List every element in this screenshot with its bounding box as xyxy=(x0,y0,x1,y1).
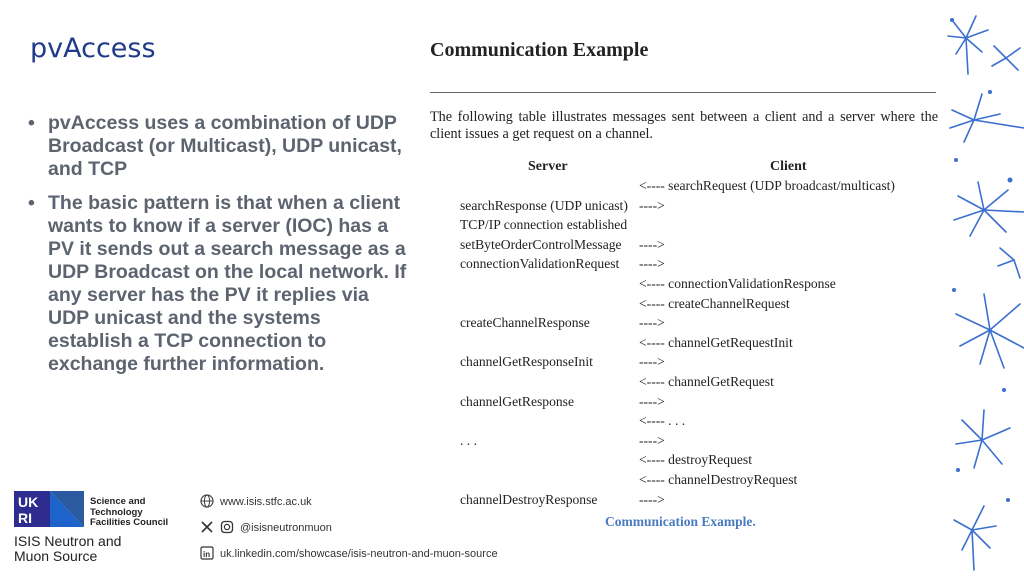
client-message: ----> xyxy=(639,354,665,370)
bullet-list xyxy=(28,112,408,387)
message-row xyxy=(460,333,920,353)
message-row xyxy=(460,215,920,235)
client-message: ----> xyxy=(639,315,665,331)
client-column-header: Client xyxy=(770,159,807,174)
client-message: <---- channelGetRequest xyxy=(639,373,774,389)
website-link[interactable] xyxy=(200,494,312,508)
social-handle: @isisneutronmuon xyxy=(240,522,332,534)
council-name xyxy=(90,497,168,529)
svg-text:RI: RI xyxy=(18,510,32,526)
document-divider xyxy=(430,92,936,93)
bullet-item: • pvAccess uses a combination of UDP Broadcast (or Multicast), UDP unicast, and TCP xyxy=(28,112,402,180)
client-message: <---- channelGetRequestInit xyxy=(639,334,793,350)
server-message: . . . xyxy=(460,432,477,448)
server-message: setByteOrderControlMessage xyxy=(460,236,622,252)
message-row xyxy=(460,470,920,490)
server-column-header: Server xyxy=(528,159,568,174)
server-message: channelDestroyResponse xyxy=(460,491,598,507)
server-message: createChannelResponse xyxy=(460,315,590,331)
message-row xyxy=(460,352,920,372)
bullet-text: The basic pattern is that when a client wants to know if a server (IOC) has a PV it sends out a search message as a UDP Broadcast on the local network. If any server has the PV it replies via UDP unicast and the systems establish a TCP connection to exchange further information. xyxy=(48,192,407,375)
client-message: <---- . . . xyxy=(639,413,686,429)
decorative-starburst-pattern xyxy=(944,0,1024,576)
client-message: ----> xyxy=(639,393,665,409)
message-row xyxy=(460,235,920,255)
client-message: ----> xyxy=(639,432,665,448)
client-message: ----> xyxy=(639,236,665,252)
client-message: <---- searchRequest (UDP broadcast/multicast) xyxy=(639,178,895,193)
social-link[interactable] xyxy=(200,520,332,534)
organization-name xyxy=(14,534,121,564)
client-message: <---- createChannelRequest xyxy=(639,295,790,311)
globe-icon xyxy=(200,494,214,508)
client-message: ----> xyxy=(639,256,665,272)
council-line: Technology xyxy=(90,506,143,518)
linkedin-link[interactable] xyxy=(200,546,498,560)
ukri-logo xyxy=(14,491,84,527)
bullet-text: pvAccess uses a combination of UDP Broadcast (or Multicast), UDP unicast, and TCP xyxy=(48,112,402,180)
client-message: <---- channelDestroyRequest xyxy=(639,471,798,487)
slide-title: pvAccess xyxy=(30,33,156,64)
message-row xyxy=(460,294,920,314)
message-row xyxy=(460,490,920,510)
council-line: Science and xyxy=(90,496,146,507)
council-line: Facilities Council xyxy=(90,517,169,528)
client-message: ----> xyxy=(639,491,665,507)
message-row xyxy=(460,196,920,216)
message-row xyxy=(460,274,920,294)
server-message: channelGetResponse xyxy=(460,393,575,409)
server-message: TCP/IP connection established xyxy=(460,217,628,233)
message-row xyxy=(460,392,920,412)
message-row xyxy=(460,372,920,392)
figure-caption: Communication Example. xyxy=(605,514,756,529)
bullet-item: • The basic pattern is that when a client wants to know if a server (IOC) has a PV it sends out a search message as a UDP Broadcast on the local network. If any server has the PV it replies via UDP unicast and the systems establish a TCP connection to exchange further information. xyxy=(28,192,407,375)
message-row xyxy=(460,450,920,470)
message-row xyxy=(460,431,920,451)
x-icon xyxy=(200,520,214,534)
instagram-icon xyxy=(220,520,234,534)
client-message: <---- destroyRequest xyxy=(639,452,752,468)
message-row xyxy=(460,176,920,196)
server-message: connectionValidationRequest xyxy=(460,256,620,272)
svg-text:in: in xyxy=(203,550,211,559)
svg-text:UK: UK xyxy=(18,494,39,510)
linkedin-text: uk.linkedin.com/showcase/isis-neutron-and-muon-source xyxy=(220,548,498,560)
client-message: <---- connectionValidationResponse xyxy=(639,275,836,291)
message-table xyxy=(460,176,920,509)
client-message: ----> xyxy=(639,197,665,213)
server-message: searchResponse (UDP unicast) xyxy=(460,197,628,213)
org-line: ISIS Neutron and xyxy=(14,533,122,549)
document-intro: The following table illustrates messages sent between a client and a server where the client issues a get request on a channel. xyxy=(430,109,938,142)
website-text: www.isis.stfc.ac.uk xyxy=(220,496,312,508)
message-row xyxy=(460,254,920,274)
server-message: channelGetResponseInit xyxy=(460,354,593,370)
org-line: Muon Source xyxy=(14,548,98,564)
linkedin-icon xyxy=(200,546,214,560)
message-row xyxy=(460,411,920,431)
message-row xyxy=(460,313,920,333)
document-title: Communication Example xyxy=(430,39,649,61)
